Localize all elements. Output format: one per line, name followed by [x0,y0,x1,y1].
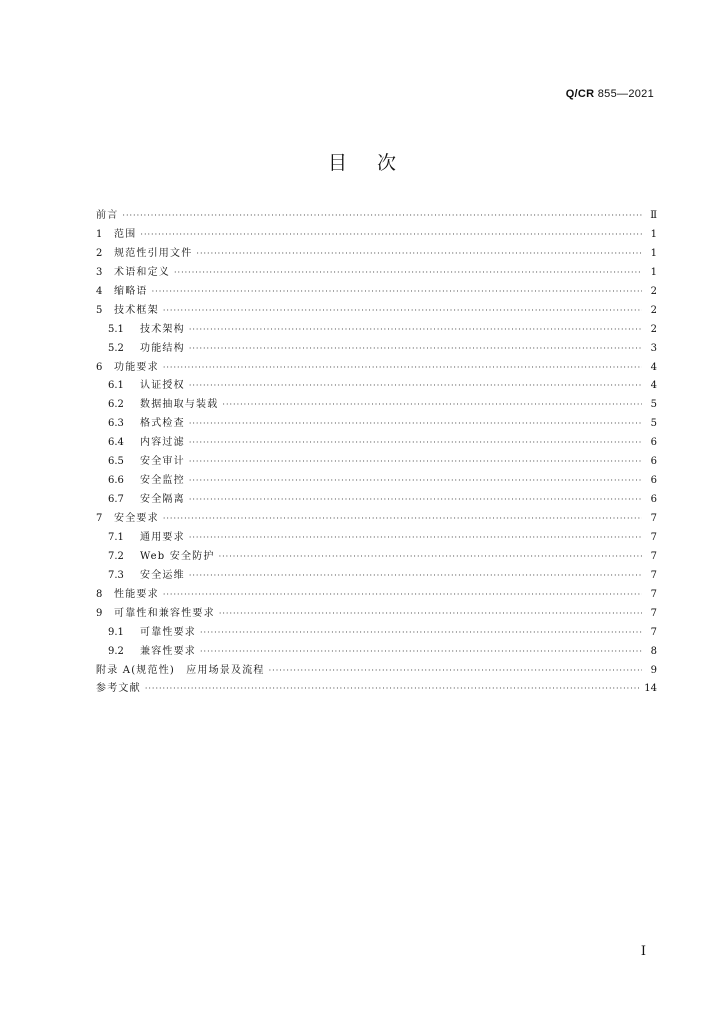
toc-entry-page: 6 [650,475,657,487]
toc-entry-number: 5 [96,304,103,316]
toc-entry[interactable] [96,661,657,680]
toc-entry-page: 7 [650,513,657,524]
toc-entry-number: 7.2 [108,550,124,562]
toc-entry-label: 技术框架 [114,304,159,316]
toc-entry-label: 安全审计 [140,456,185,468]
toc-entry[interactable] [96,244,657,263]
toc-entry[interactable] [96,471,657,490]
toc-entry-number: 6.4 [108,437,124,449]
toc-entry-page: 4 [650,361,657,373]
toc-entry-number: 6.7 [108,494,124,506]
toc-leader-dots [189,457,642,466]
toc-entry-label: 内容过滤 [140,437,185,449]
toc-leader-dots [219,609,642,618]
toc-entry-label: 安全运维 [140,569,185,581]
toc-entry[interactable] [96,301,657,320]
toc-entry[interactable] [96,509,657,528]
toc-entry-number: 8 [96,588,103,600]
toc-entry-page: 7 [650,607,657,619]
toc-entry[interactable] [96,642,657,661]
toc-entry-label: 通用要求 [140,531,185,543]
toc-entry-page: 6 [650,494,657,506]
toc-entry-label: Web 安全防护 [140,550,215,562]
toc-entry-page: 5 [650,418,657,430]
standard-prefix: Q/CR [565,88,595,100]
toc-entry-label: 功能结构 [140,342,185,354]
toc-entry-page: 1 [650,266,657,278]
toc-entry-label: 范围 [114,228,137,240]
toc-entry-label: 安全监控 [140,475,185,487]
toc-entry-label: 附录 A(规范性) 应用场景及流程 [96,664,265,676]
toc-entry-number: 9.2 [108,645,124,657]
toc-entry-label: 缩略语 [114,285,148,297]
toc-entry[interactable] [96,376,657,395]
toc-leader-dots [189,419,642,428]
toc-leader-dots [222,400,642,409]
toc-entry-label: 术语和定义 [114,266,170,278]
toc-leader-dots [145,684,639,693]
toc-leader-dots [163,306,642,315]
toc-entry-page: 7 [650,550,657,562]
toc-entry[interactable] [96,339,657,358]
toc-entry[interactable] [96,604,657,623]
toc-entry[interactable] [96,528,657,547]
toc-leader-dots [189,381,642,390]
toc-entry-number: 6 [96,361,103,373]
toc-entry-label: 功能要求 [114,361,159,373]
toc-entry[interactable] [96,623,657,642]
toc-entry-page: 6 [650,456,657,468]
toc-entry-label: 规范性引用文件 [114,247,193,259]
toc-entry-label: 格式检查 [140,418,185,430]
toc-entry-number: 5.2 [108,342,124,354]
toc-leader-dots [189,476,642,485]
toc-entry-number: 7.3 [108,569,124,581]
toc-entry-page: 6 [650,437,657,449]
toc-leader-dots [140,230,642,239]
toc-leader-dots [189,438,642,447]
toc-entry[interactable] [96,433,657,452]
toc-entry-number: 5.1 [108,323,124,335]
toc-entry-page: 7 [650,626,657,638]
toc-leader-dots [189,571,642,580]
toc-leader-dots [189,495,642,504]
toc-leader-dots [163,363,642,372]
toc-entry-label: 前言 [96,210,119,221]
toc-entry-number: 9 [96,607,103,619]
toc-entry[interactable] [96,679,657,698]
toc-entry[interactable] [96,547,657,566]
toc-entry-page: 1 [650,247,657,259]
toc-entry-number: 6.1 [108,380,124,392]
toc-leader-dots [269,666,642,675]
standard-code [566,88,654,100]
toc-entry-label: 安全要求 [114,513,159,524]
toc-entry-page: 1 [650,228,657,240]
toc-leader-dots [122,211,642,220]
toc-entry[interactable] [96,263,657,282]
toc-entry-number: 3 [96,266,103,278]
toc-entry-label: 可靠性要求 [140,626,196,638]
toc-entry-page: 2 [650,323,657,335]
toc-entry-label: 认证授权 [140,380,185,392]
toc-entry[interactable] [96,490,657,509]
toc-entry[interactable] [96,282,657,301]
toc-entry-label: 数据抽取与装载 [140,399,219,411]
toc-entry-page: 3 [650,342,657,354]
toc-leader-dots [163,590,642,599]
toc-entry[interactable] [96,566,657,585]
toc-entry-label: 性能要求 [114,588,159,600]
toc-entry-page: 9 [650,664,657,676]
toc-entry-label: 兼容性要求 [140,645,196,657]
toc-entry-number: 9.1 [108,626,124,638]
toc-entry-page: 4 [650,380,657,392]
toc-entry[interactable] [96,320,657,339]
toc-leader-dots [152,287,642,296]
page-number: Ⅰ [640,944,646,959]
toc-entry[interactable] [96,206,657,225]
toc-entry-number: 1 [96,228,103,240]
toc-entry-page: 7 [650,569,657,581]
toc-entry-label: 可靠性和兼容性要求 [114,607,215,619]
toc-entry-number: 6.5 [108,456,124,468]
toc-leader-dots [163,514,642,523]
toc-entry-page: 14 [644,683,657,695]
toc-entry[interactable] [96,585,657,604]
toc-entry[interactable] [96,414,657,433]
toc-entry-label: 安全隔离 [140,494,185,506]
toc-entry-label: 参考文献 [96,683,141,695]
toc-entry-page: 7 [650,531,657,543]
toc-entry-label: 技术架构 [140,323,185,335]
toc-entry[interactable] [96,395,657,414]
toc-entry-number: 4 [96,285,103,297]
toc-entry-page: 7 [650,588,657,600]
toc-entry-number: 7.1 [108,531,124,543]
toc-leader-dots [200,647,642,656]
toc-entry[interactable] [96,452,657,471]
toc-leader-dots [189,533,642,542]
toc-leader-dots [219,552,642,561]
toc-leader-dots [174,268,642,277]
toc-entry-page: Ⅱ [650,210,657,221]
toc-entry-number: 6.6 [108,475,124,487]
toc-entry-page: 5 [650,399,657,411]
page-title: 目次 [327,152,426,174]
toc-entry-page: 2 [650,285,657,297]
toc-entry-number: 2 [96,247,103,259]
toc-leader-dots [196,249,642,258]
toc-entry[interactable] [96,225,657,244]
toc-leader-dots [189,325,642,334]
toc-entry-number: 7 [96,513,103,524]
toc-entry-page: 2 [650,304,657,316]
toc-leader-dots [189,344,642,353]
toc-entry-page: 8 [650,645,657,657]
toc-entry-number: 6.2 [108,399,124,411]
toc-entry-number: 6.3 [108,418,124,430]
toc-leader-dots [200,628,642,637]
table-of-contents [96,206,657,698]
standard-number: 855—2021 [597,88,654,100]
toc-entry[interactable] [96,358,657,377]
